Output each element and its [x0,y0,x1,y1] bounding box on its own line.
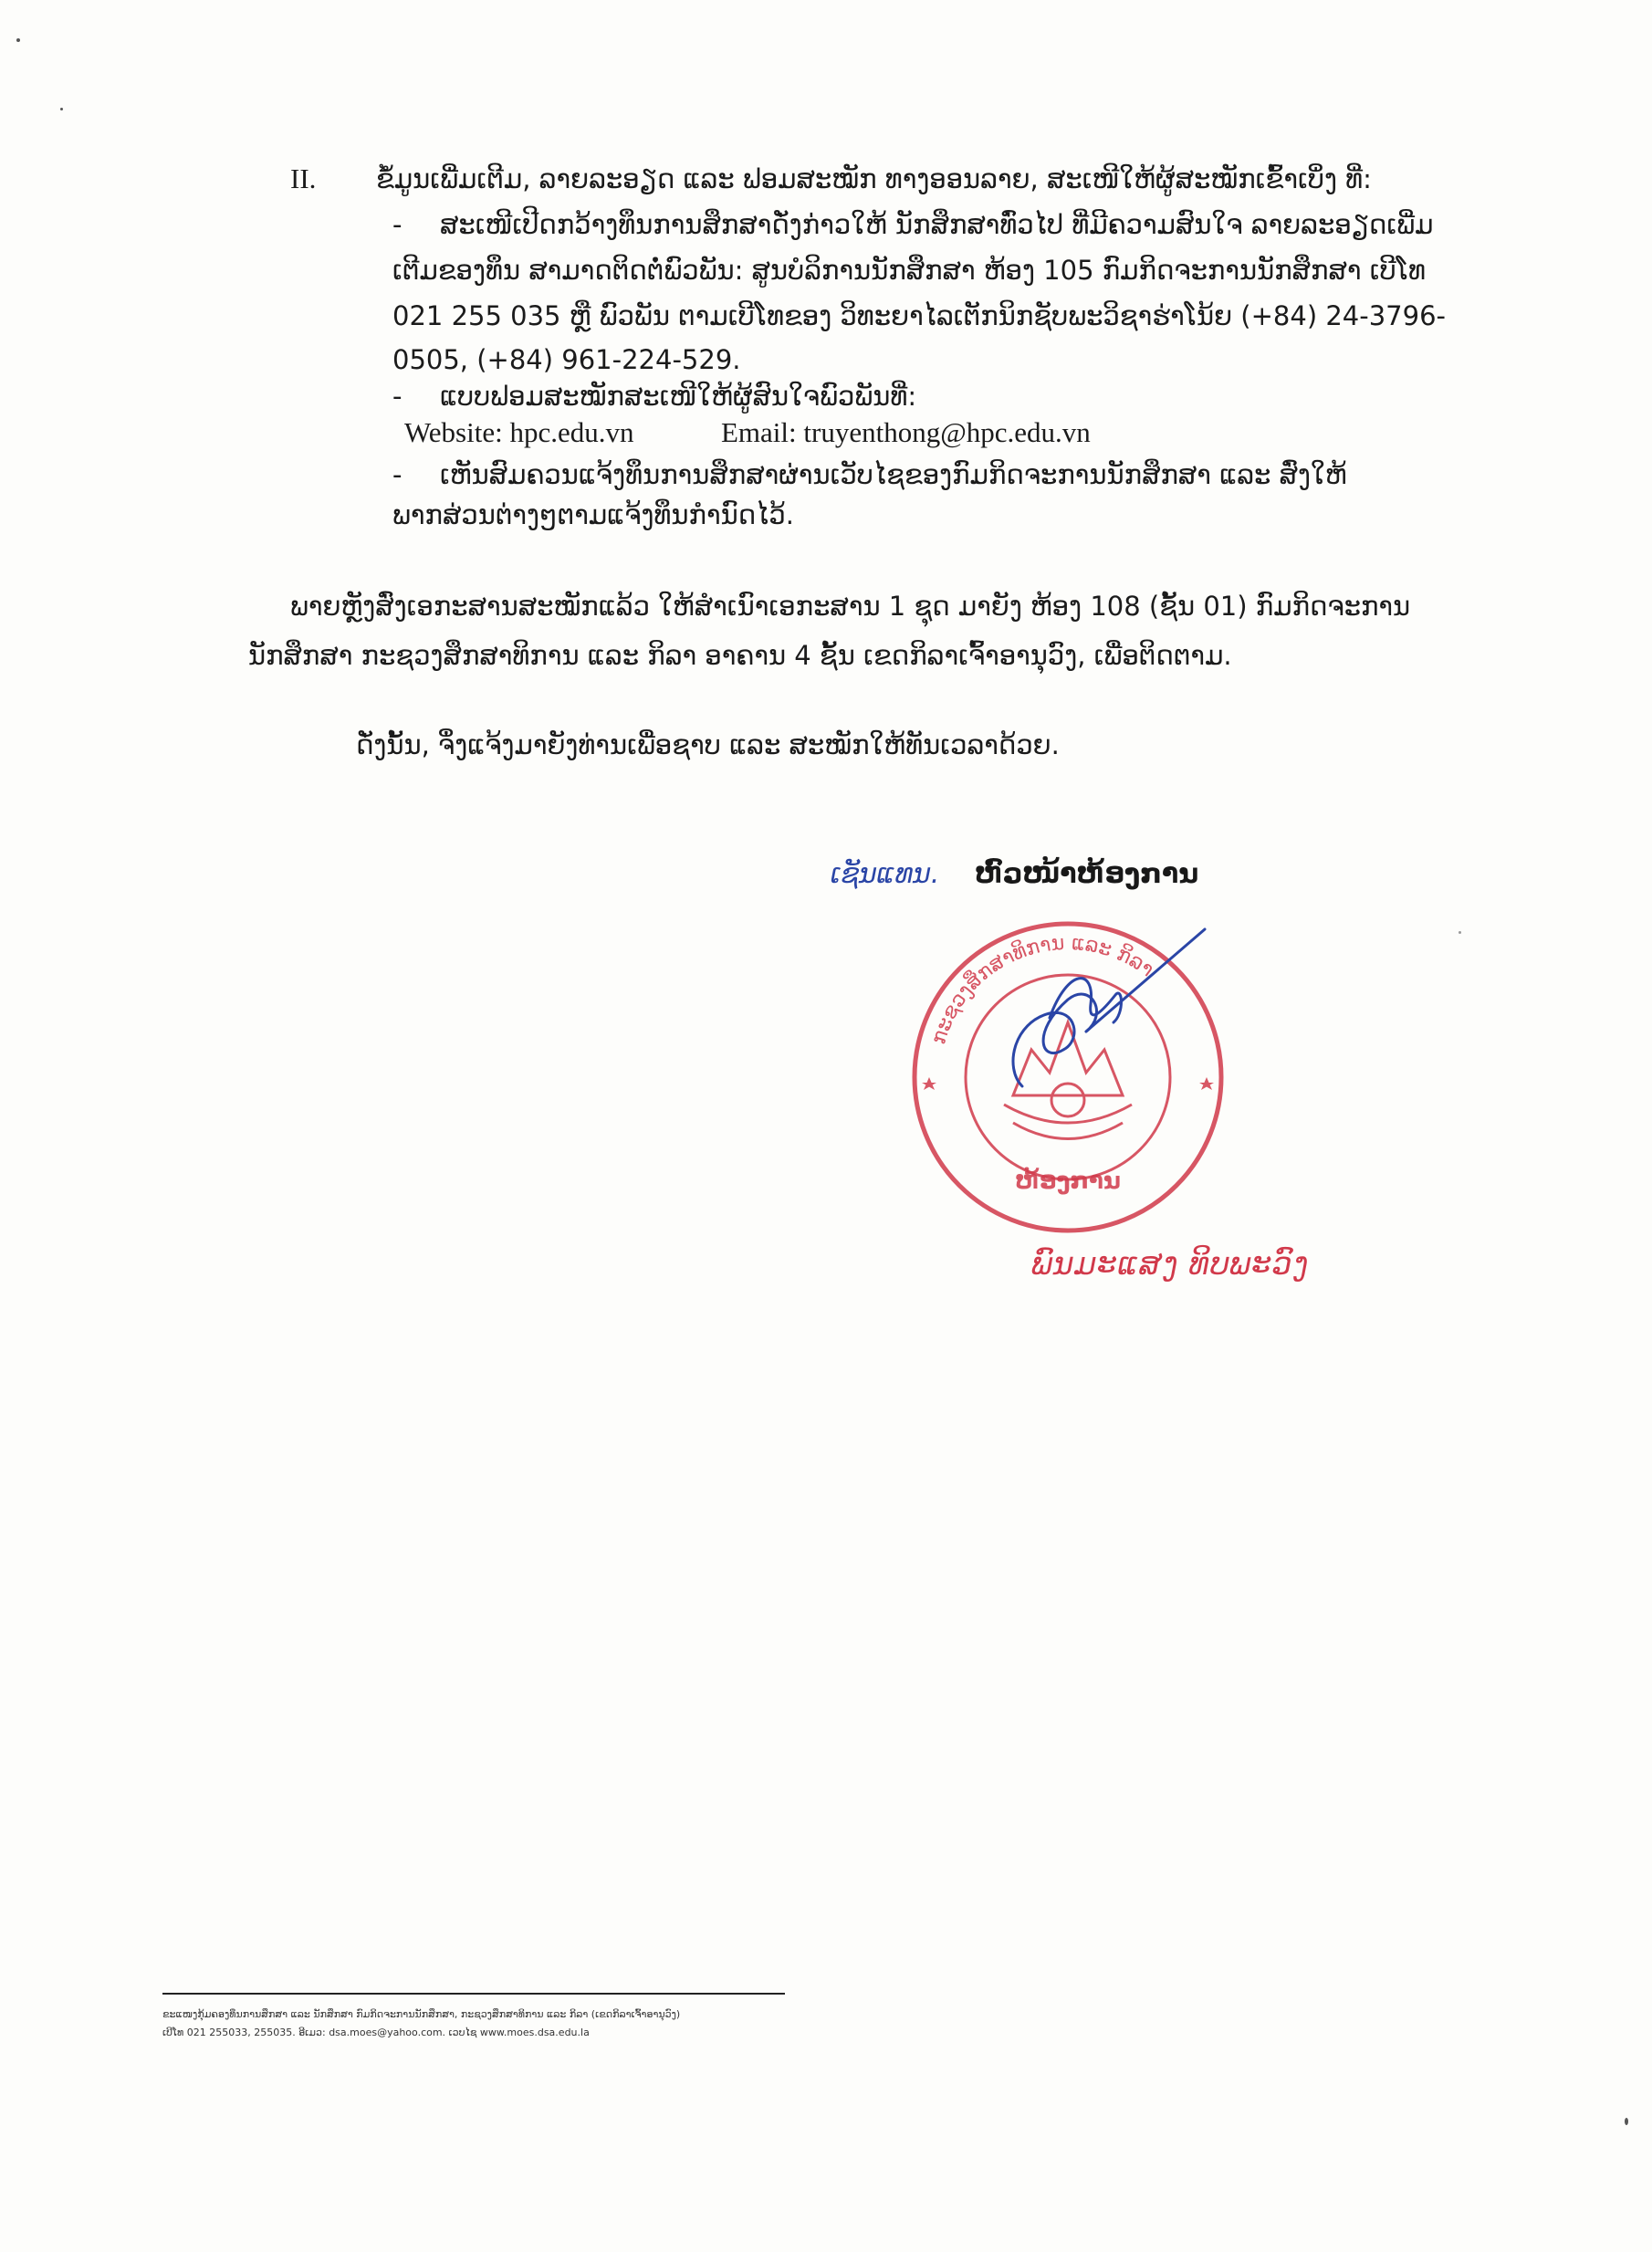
scan-speck [60,108,63,110]
bullet-text-line: ພາກສ່ວນຕ່າງໆຕາມແຈ້ງທຶນກຳນົດໄວ້. [392,499,794,530]
bullet-text-line: ສະເໜີເປີດກວ້າງທຶນການສຶກສາດັ່ງກ່າວໃຫ້ ນັກສຶກສາທົ່ວໄປ ທີ່ມີຄວາມສົນໃຈ ລາຍລະອຽດເພີ່ມ [440,209,1434,240]
website-link[interactable]: Website: hpc.edu.vn [404,416,634,448]
signatory-title: ຫົວໜ້າຫ້ອງການ [975,858,1199,890]
scan-speck [1625,2118,1628,2125]
bullet-text-line: 021 255 035 ຫຼື ພົວພັນ ຕາມເບີໂທຂອງ ວິທະຍາໄລເຕັກນິກຊັບພະວິຊາຮ່າໂນ້ຍ (+84) 24-3796- [392,300,1446,331]
submission-paragraph-line: ນັກສຶກສາ ກະຊວງສຶກສາທິການ ແລະ ກິລາ ອາຄານ 4 ຊັ້ນ ເຂດກິລາເຈົ້າອານຸວົງ, ເພື່ອຕິດຕາມ. [248,640,1232,671]
signature-prefix: ເຊັນແທນ. [831,858,940,890]
scan-speck [16,38,20,42]
bullet-text-line: ເຕີມຂອງທຶນ ສາມາດຕິດຕໍ່ພົວພັນ: ສູນບໍລິການນັກສຶກສາ ຫ້ອງ 105 ກົມກິດຈະການນັກສຶກສາ ເບີໂທ [392,255,1427,286]
stamp-office-text: ຫ້ອງການ [1015,1168,1121,1195]
stamp-ring-text: ກະຊວງສຶກສາທິການ ແລະ ກິລາ [927,931,1158,1047]
section-number: II. [290,162,317,194]
closing-line: ດັ່ງນັ້ນ, ຈຶ່ງແຈ້ງມາຍັງທ່ານເພື່ອຊາບ ແລະ ສະໝັກໃຫ້ທັນເວລາດ້ວຍ. [356,729,1060,760]
email-link[interactable]: Email: truyenthong@hpc.edu.vn [721,416,1091,448]
signer-name: ພົນມະແສງ ທິບພະວົງ [1031,1246,1309,1283]
footer-address: ຂະແໜງກຸ້ມຄອງທຶນການສຶກສາ ແລະ ນັກສຶກສາ ກົມກິດຈະການນັກສຶກສາ, ກະຊວງສຶກສາທິການ ແລະ ກິລາ (ເຂດກິລາເຈົ້າອານຸວົງ) [162,2008,681,2020]
official-stamp [876,913,1260,1241]
bullet-dash: - [392,458,403,491]
scan-speck [1459,931,1461,934]
footer-divider [162,1993,785,1995]
svg-text:ກະຊວງສຶກສາທິການ ແລະ ກິລາ [927,932,1158,1047]
bullet-text-line: ແບບຟອມສະໝັກສະເໜີໃຫ້ຜູ້ສົນໃຈພົວພັນທີ່: [440,381,917,412]
bullet-text-line: ເຫັນສົມຄວນແຈ້ງທຶນການສຶກສາຜ່ານເວັບໄຊຂອງກົມກິດຈະການນັກສຶກສາ ແລະ ສົ່ງໃຫ້ [440,459,1347,490]
section-heading: ຂໍ້ມູນເພີ່ມເຕີມ, ລາຍລະອຽດ ແລະ ຟອມສະໝັກ ທາງອອນລາຍ, ສະເໜີໃຫ້ຜູ້ສະໝັກເຂົ້າເບິ່ງ ທີ່: [376,163,1372,194]
bullet-dash: - [392,208,403,241]
footer-contact: ເບີໂທ 021 255033, 255035. ອີເມວ: dsa.moes@yahoo.com. ເວບໄຊ www.moes.dsa.edu.la [162,2027,590,2038]
submission-paragraph-line: ພາຍຫຼັງສົ່ງເອກະສານສະໝັກແລ້ວ ໃຫ້ສຳເນົາເອກະສານ 1 ຊຸດ ມາຍັງ ຫ້ອງ 108 (ຊັ້ນ 01) ກົມກິດຈະການ [290,591,1411,622]
bullet-dash: - [392,380,403,413]
bullet-text-line: 0505, (+84) 961-224-529. [392,344,741,375]
